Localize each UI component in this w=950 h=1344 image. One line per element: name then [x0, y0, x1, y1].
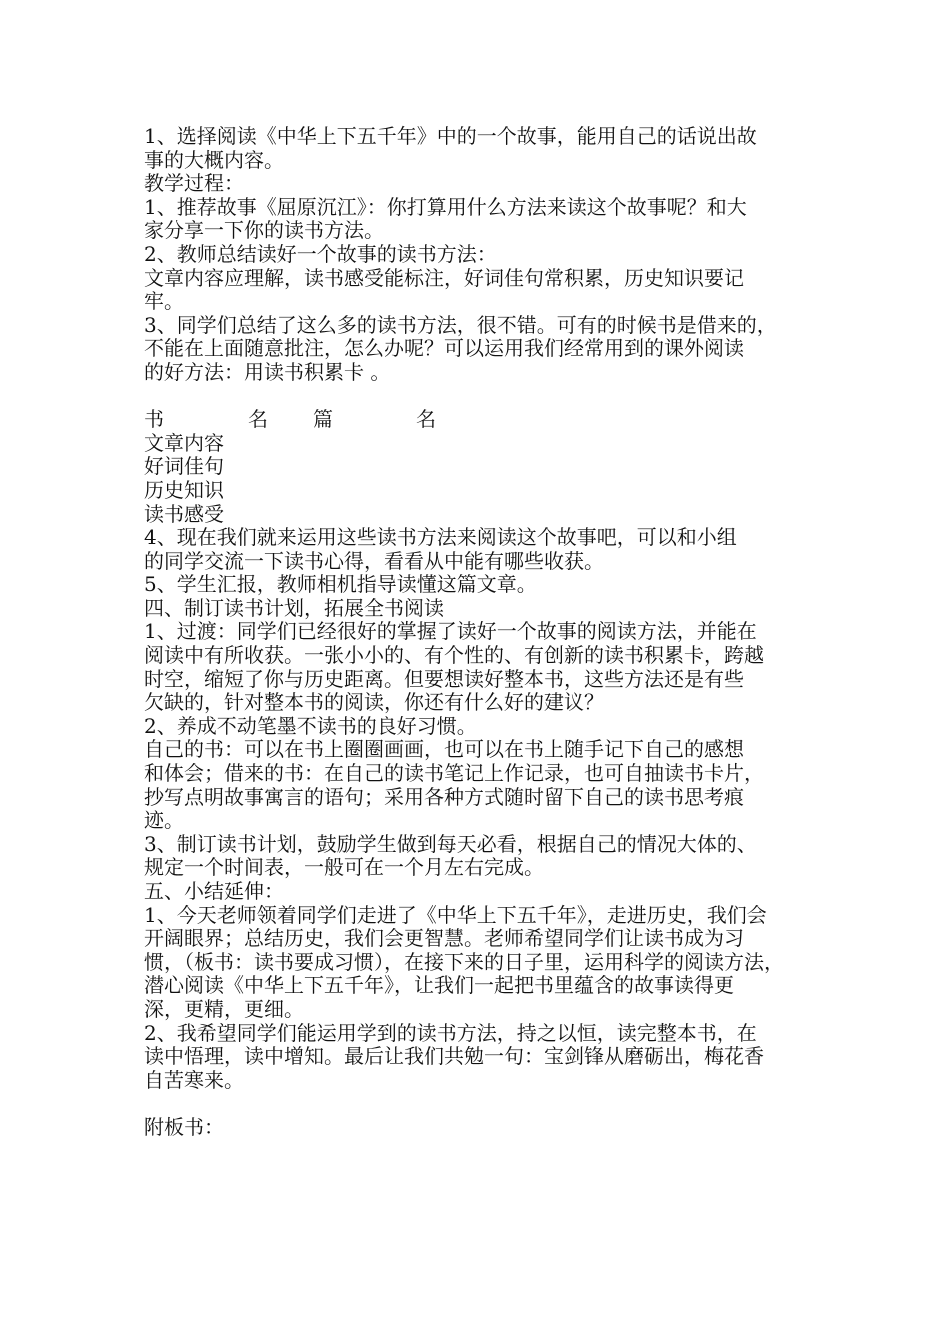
text-line: 1、选择阅读《中华上下五千年》中的一个故事，能用自己的话说出故	[144, 124, 757, 148]
text-line: 深，更精，更细。	[144, 996, 304, 1021]
text-line: 家分享一下你的读书方法。	[144, 218, 384, 243]
text-line: 迹。	[144, 808, 184, 833]
text-line: 1、今天老师领着同学们走进了《中华上下五千年》，走进历史，我们会	[144, 902, 767, 927]
text-line: 读中悟理，读中增知。最后让我们共勉一句：宝剑锋从磨砺出，梅花香	[144, 1044, 764, 1069]
text-line: 牢。	[144, 289, 184, 314]
text-line: 3、制订读书计划，鼓励学生做到每天必看，根据自己的情况大体的、	[144, 831, 757, 856]
text-line: 文章内容应理解，读书感受能标注，好词佳句常积累，历史知识要记	[144, 265, 744, 290]
card-header-char: 书	[144, 407, 164, 432]
text-line: 4、现在我们就来运用这些读书方法来阅读这个故事吧，可以和小组	[144, 525, 737, 550]
text-line: 抄写点明故事寓言的语句；采用各种方式随时留下自己的读书思考痕	[144, 784, 744, 809]
text-line: 5、学生汇报，教师相机指导读懂这篇文章。	[144, 572, 537, 597]
text-line: 1、过渡：同学们已经很好的掌握了读好一个故事的阅读方法，并能在	[144, 619, 757, 644]
reading-card-header	[144, 408, 824, 432]
text-line: 规定一个时间表，一般可在一个月左右完成。	[144, 855, 544, 880]
card-row-label: 历史知识	[144, 477, 224, 502]
lesson-text-block-2	[144, 526, 824, 1092]
text-line: 四、制订读书计划，拓展全书阅读	[144, 595, 444, 620]
card-header-char: 名	[416, 407, 436, 432]
card-row-label: 文章内容	[144, 430, 224, 455]
lesson-text-block-1	[144, 125, 824, 385]
text-line: 五、小结延伸：	[144, 879, 284, 903]
text-line: 的同学交流一下读书心得，看看从中能有哪些收获。	[144, 548, 604, 573]
document-page	[144, 125, 824, 1140]
text-line: 2、养成不动笔墨不读书的良好习惯。	[144, 713, 477, 738]
text-line: 欠缺的，针对整本书的阅读，你还有什么好的建议？	[144, 690, 604, 715]
spacer	[144, 1092, 824, 1116]
footer-label: 附板书：	[144, 1114, 224, 1139]
text-line: 自己的书：可以在书上圈圈画画，也可以在书上随手记下自己的感想	[144, 737, 744, 762]
text-line: 教学过程：	[144, 171, 244, 196]
text-line: 事的大概内容。	[144, 147, 284, 172]
text-line: 2、我希望同学们能运用学到的读书方法，持之以恒，读完整本书，在	[144, 1020, 757, 1045]
card-header-char: 名	[248, 407, 268, 432]
text-line: 自苦寒来。	[144, 1067, 244, 1092]
text-line: 和体会；借来的书：在自己的读书笔记上作记录，也可自抽读书卡片，	[144, 761, 764, 786]
card-row-label: 读书感受	[144, 501, 224, 526]
card-header-char: 篇	[313, 407, 333, 432]
reading-card-rows	[144, 432, 824, 526]
text-line: 不能在上面随意批注，怎么办呢？可以运用我们经常用到的课外阅读	[144, 336, 744, 361]
text-line: 惯，（板书：读书要成习惯），在接下来的日子里，运用科学的阅读方法，	[144, 949, 784, 974]
text-line: 潜心阅读《中华上下五千年》，让我们一起把书里蕴含的故事读得更	[144, 973, 734, 998]
card-row-label: 好词佳句	[144, 454, 224, 479]
text-line: 2、教师总结读好一个故事的读书方法：	[144, 241, 497, 266]
text-line: 1、推荐故事《屈原沉江》：你打算用什么方法来读这个故事呢？和大	[144, 194, 747, 219]
spacer	[144, 385, 824, 409]
text-line: 的好方法：用读书积累卡 。	[144, 359, 391, 384]
text-line: 开阔眼界；总结历史，我们会更智慧。老师希望同学们让读书成为习	[144, 926, 744, 951]
text-line: 3、同学们总结了这么多的读书方法，很不错。可有的时候书是借来的，	[144, 312, 777, 337]
text-line: 阅读中有所收获。一张小小的、有个性的、有创新的读书积累卡，跨越	[144, 643, 764, 668]
text-line: 时空，缩短了你与历史距离。但要想读好整本书，这些方法还是有些	[144, 666, 744, 691]
